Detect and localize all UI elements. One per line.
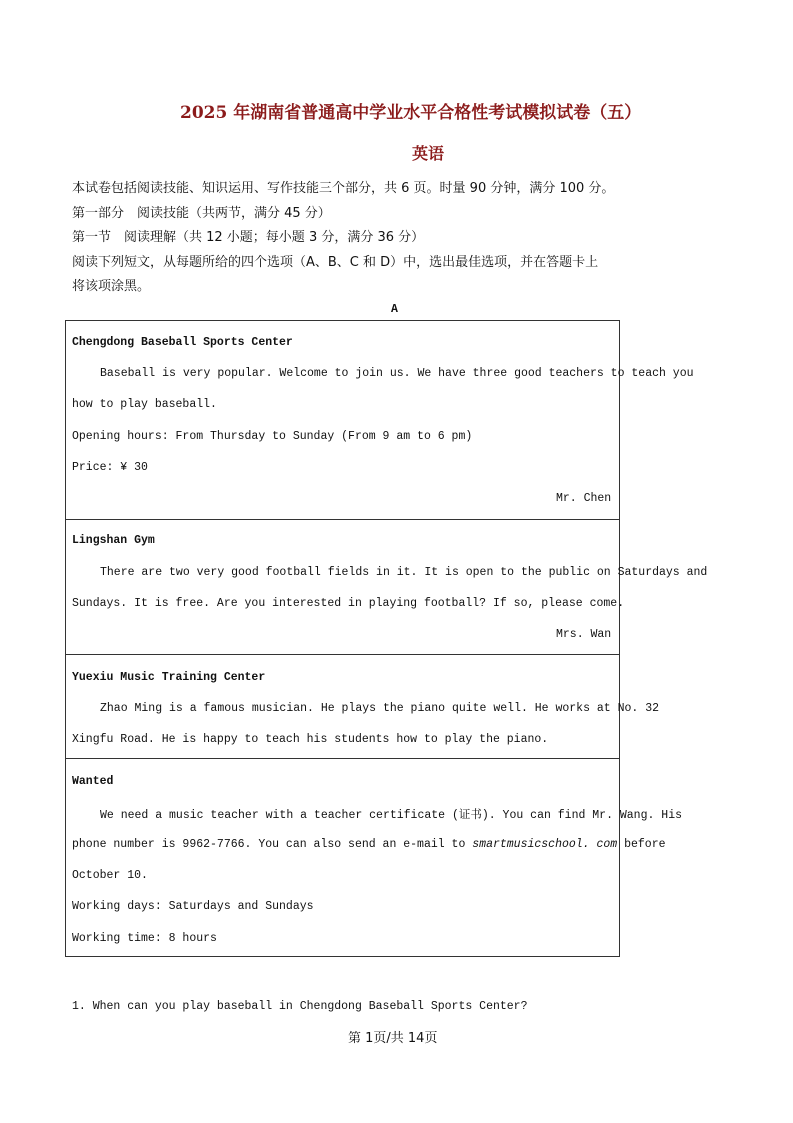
opening-hours: Opening hours: From Thursday to Sunday (From 9 am to 6 pm) (72, 430, 473, 443)
signature: Mrs. Wan (556, 628, 612, 641)
ad-title: Yuexiu Music Training Center (72, 671, 266, 684)
ad-body-line: October 10. (72, 869, 148, 882)
page-number: 第 1页/共 14页 (348, 1031, 438, 1046)
ad-body-line: Xingfu Road. He is happy to teach his students how to play the piano. (72, 733, 549, 746)
price: Price: ¥ 30 (72, 461, 148, 474)
ad-title: Wanted (72, 775, 114, 788)
ad-body-line: how to play baseball. (72, 398, 217, 411)
ad-box-wanted (65, 758, 620, 957)
working-days: Working days: Saturdays and Sundays (72, 900, 314, 913)
ad-body-line: Zhao Ming is a famous musician. He plays the piano quite well. He works at No. 32 (100, 702, 659, 715)
ad-body-line: There are two very good football fields in it. It is open to the public on Saturdays and (100, 566, 708, 579)
question-1: 1. When can you play baseball in Chengdong Baseball Sports Center? (72, 1000, 528, 1013)
ad-title: Lingshan Gym (72, 534, 155, 547)
subject-title: 英语 (412, 144, 445, 163)
instruction-line-5: 将该项涂黑。 (72, 279, 151, 294)
deadline-text: before (617, 838, 666, 851)
instruction-line-1: 本试卷包括阅读技能、知识运用、写作技能三个部分，共 6 页。时量 90 分钟，满分 100 分。 (72, 181, 615, 196)
phone-text: phone number is 9962-7766. You can also send an e-mail to (72, 838, 473, 851)
ad-body-line (72, 838, 666, 851)
signature: Mr. Chen (556, 492, 612, 505)
exam-title: 2025 年湖南省普通高中学业水平合格性考试模拟试卷（五） (180, 103, 642, 123)
ad-box-baseball-center (65, 320, 620, 520)
instruction-line-4: 阅读下列短文，从每题所给的四个选项（A、B、C 和 D）中，选出最佳选项，并在答题卡上 (72, 255, 599, 270)
passage-label: A (391, 303, 398, 316)
working-time: Working time: 8 hours (72, 932, 217, 945)
ad-title: Chengdong Baseball Sports Center (72, 336, 293, 349)
ad-body-line: Baseball is very popular. Welcome to join us. We have three good teachers to teach you (100, 367, 694, 380)
ad-body-line: Sundays. It is free. Are you interested in playing football? If so, please come. (72, 597, 625, 610)
email-address: smartmusicschool. com (472, 838, 618, 851)
ad-body-line: We need a music teacher with a teacher certificate (证书). You can find Mr. Wang. His (100, 809, 682, 822)
instruction-line-3: 第一节 阅读理解（共 12 小题；每小题 3 分，满分 36 分） (72, 230, 425, 245)
instruction-line-2: 第一部分 阅读技能（共两节，满分 45 分） (72, 206, 331, 221)
